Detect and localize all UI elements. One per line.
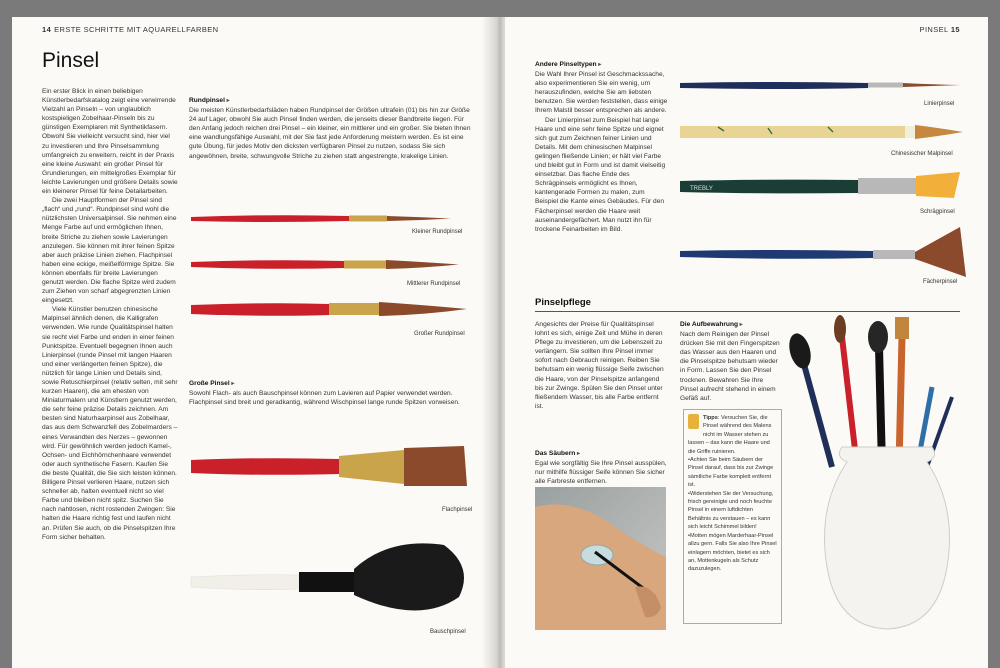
tips-label: Tipps [703,415,718,421]
grosse-pinsel-section [189,379,471,407]
lightbulb-icon [688,414,699,429]
liner-brush [680,82,961,89]
large-round-brush [191,302,467,316]
intro-paragraph: Viele Künstler benutzen chinesische Malpinsel ähnlich denen, die Kalligrafen verwenden. Wie runde Qualitätspinsel halten sie recht viel Farbe und enden in einer feinen Punktspitze. Eventuell begegnen Ihnen auch Linierpinsel (runde Pinsel mit langen Haaren und einer verlängerten feinen Spitze), die nützlich für lange Linien und Details sind, sowie Retuschierpinsel (relativ selten, mit sehr kurzen Haaren), die am ehesten von Miniaturmalern und Künstlern genutzt werden, die sehr feine präzise Details zeichnen. Am besten sind Naturhaarpinsel aus Zobelhaar, das aus dem Schwanzfell des Zobelmarders – eines Verwandten des Nerzes – gewonnen wird. Für gewöhnlich werden jedoch Kamel-, Ochsen- und Eichhörnchenhaare verwendet oder auch synthetische Fasern. Kaufen Sie die beste Qualität, die Sie sich leisten können. Billigere Pinsel verlieren Haare, nutzen sich schneller ab, halten eventuell nicht so viel Farbe und bleiben nicht spitz. Suchen Sie nach nahtlosen, nicht rostenden Zwingen: Sie halten die Haare richtig fest und laufen nicht an. Prüfen Sie auch, ob die Pinselspitzen Ihre Form sicher behalten. [42,306,178,541]
small-round-brush [191,215,451,222]
chinese-brush [680,125,963,139]
caption-chinese: Chinesischer Malpinsel [891,151,953,157]
left-page-header [42,25,219,34]
rundpinsel-text: Die meisten Künstlerbedarfsläden haben Rundpinsel der Größen ultrafein (01) bis hin zur Größe 24 auf Lager, obwohl Sie auch Pinsel finden werden, die jenseits dieser Bandbreite liegen. Für den Anfang jedoch reichen drei Pinsel – ein kleiner, ein mittlerer und ein großer. Sie bieten Ihnen eine wandlungsfähige Auswahl, mit der Sie fast jede Anforderung meistern werden. Es ist eine gute Übung, für jedes Motiv den dicksten verfügbaren Pinsel zu nutzen, sodass Sie sich angewöhnen, breite, schwungvolle Striche zu ziehen statt angestrengte, krakelige Linien. [189,107,471,160]
caption-fan: Fächerpinsel [923,279,958,285]
intro-column [42,87,178,542]
tips-list [688,456,777,574]
caption-mop: Bauschpinsel [430,629,466,635]
right-page-number: 15 [950,25,960,34]
saeubern-section [535,449,668,486]
aufbewahrung-heading: Die Aufbewahrung ▸ [680,320,780,330]
caption-small-round: Kleiner Rundpinsel [412,229,463,235]
medium-round-brush [191,260,459,269]
left-running-title: ERSTE SCHRITTE MIT AQUARELLFARBEN [54,25,219,34]
white-vase [825,447,950,629]
andere-pinseltypen-section [535,60,668,234]
caption-angled: Schrägpinsel [920,209,955,215]
round-brushes-illustration [189,207,474,337]
rundpinsel-section [189,96,471,161]
angled-brush [680,172,960,198]
tips-box [683,409,782,624]
aufbewahrung-section [680,320,780,403]
mop-brush-illustration [189,537,474,627]
pinselpflege-text: Angesichts der Preise für Qualitätspinsel lohnt es sich, einige Zeit und Mühe in deren Pflege zu investieren, um die Lebenszeit zu verlängern. Sie sollten Ihre Pinsel immer sofort nach Gebrauch reinigen. Reiben Sie behutsam ein wenig flüssige Seife zwischen die Haare, von der Pinselspitze anfangend bis zur Zwinge. Spülen Sie den Pinsel unter fließendem Wasser, bis alle Farbe entfernt ist. [535,321,664,410]
intro-paragraph: Ein erster Blick in einen beliebigen Künstlerbedarfskatalog zeigt eine verwirrende Vielzahl an Pinseln – von unglaublich kostspieligen Zobelhaar-Pinseln bis zu günstigen Exemplaren mit Synthetikfasern. Obwohl Sie vielleicht versucht sind, hier viel zu investieren und Ihre Pinselsammlung umfangreich zu erweitern, reicht in der Praxis eine kleine Auswahl: ein großer Pinsel für Grundierungen, ein mittelgroßes Exemplar für leichte Lavierungen und größere Details sowie ein kleinerer Pinsel für feine Detailarbeiten. [42,88,178,196]
caption-medium-round: Mittlerer Rundpinsel [407,281,461,287]
page-title: Pinsel [42,49,100,72]
saeubern-heading: Das Säubern ▸ [535,449,668,459]
intro-paragraph: Die zwei Hauptformen der Pinsel sind „flach“ und „rund“. Rundpinsel sind wohl die nützlichsten Universalpinsel. Sie nehmen eine Menge Farbe auf und ermöglichen Ihnen, breite Striche zu ziehen sowie Lavierungen anzulegen. Sie können mit ihrer feinen Spitze aber auch präzise Linien ziehen. Flachpinsel haben eine eckige, meißelförmige Spitze. Sie können ebenfalls für breite Lavierungen genutzt werden. Die flache Spitze wird zudem zum Ziehen von scharf abgegrenzten Linien eingesetzt. [42,197,177,305]
aufbewahrung-text: Nach dem Reinigen der Pinsel drücken Sie mit den Fingerspitzen das Wasser aus den Haaren und die Pinselspitze behutsam wieder in Form. Lassen Sie den Pinsel trocknen. Bewahren Sie Ihre Pinsel aufrecht stehend in einem Gefäß auf. [680,331,780,402]
caption-large-round: Großer Rundpinsel [414,331,465,337]
grosse-pinsel-text: Sowohl Flach- als auch Bauschpinsel können zum Lavieren auf Papier verwendet werden. Flachpinsel sind breit und geradkantig, während Wischpinsel lange runde Spitzen vorweisen. [189,390,460,407]
tip-item: • Motten mögen Marderhaar-Pinsel allzu gern. Falls Sie also Ihre Pinsel einlagern möchten, bietet es sich an, Mottenkugeln als Schutz dazuzulegen. [688,532,777,574]
saeubern-text: Egal wie sorgfältig Sie Ihre Pinsel ausspülen, nur mithilfe flüssiger Seife können Sie sicher alle Farbreste entfernen. [535,460,667,486]
right-page [505,17,988,668]
brushes-in-vase-photo [787,307,972,637]
left-page-number: 14 [42,25,52,34]
tips-intro: Versuchen Sie, die Pinsel während des Malens nicht im Wasser stehen zu lassen – das kann die Haare und die Griffe ruinieren. [688,415,772,455]
tip-item: • Achten Sie beim Säubern der Pinsel darauf, dass bis zur Zwinge sämtliche Farbe komplett entfernt ist. [688,456,777,490]
grosse-pinsel-heading: Große Pinsel ▸ [189,379,471,389]
andere-paragraph: Der Linierpinsel zum Beispiel hat lange Haare und eine sehr feine Spitze und eignet sich gut zum Zeichnen feiner Linien und Details. Mit dem chinesischen Malpinsel gelingen fließende Linien; er hält viel Farbe und bleibt gut in Form und ist damit vielseitig einsetzbar. Das flache Ende des Schrägpinsels ermöglicht es Ihnen, kantengerade Formen zu malen, zum Beispiel die Kante eines Gebäudes. Für den Fächerpinsel werden die Haare weit auseinandergefächert. Man nutzt ihn für trockene Feinarbeiten im Bild. [535,116,666,233]
hand-washing-photo [535,487,666,630]
flat-brush-illustration [189,442,474,502]
right-running-title: PINSEL [919,25,949,34]
rundpinsel-heading: Rundpinsel ▸ [189,96,471,106]
right-page-header [920,25,963,34]
caption-flat: Flachpinsel [442,507,473,513]
pinselpflege-heading: Pinselpflege [535,297,591,308]
tip-item: • Widerstehen Sie der Versuchung, frisch gereinigte und noch feuchte Pinsel in einem luftdichten Behältnis zu verstauen – es kann sich leicht Schimmel bilden! [688,490,777,532]
caption-liner: Linierpinsel [924,101,955,107]
brush-brand-label: TREBLY [690,186,713,192]
andere-paragraph: Die Wahl Ihrer Pinsel ist Geschmackssache, also experimentieren Sie ein wenig, um herauszufinden, welche Sie am liebsten benutzen. Sie werden feststellen, dass einige Ihrem Malstil besser entsprechen als andere. [535,71,668,115]
fan-brush [680,227,966,277]
tips-content: Tipps: Versuchen Sie, die Pinsel während des Malens nicht im Wasser stehen zu lassen – das kann die Haare und die Griffe ruinieren. • Achten Sie beim Säubern der Pinsel darauf, dass bis zur Zwinge sämtliche Farbe komplett entfernt ist. • Widerstehen Sie der Versuchung, frisch gereinigte und noch feuchte Pinsel in einem luftdichten Behältnis zu verstauen – es kann sich leicht Schimmel bilden! • Motten mögen Marderhaar-Pinsel allzu gern. Falls Sie also Ihre Pinsel einlagern möchten, bietet es sich an, Mottenkugeln als Schutz dazuzulegen. [684,410,781,574]
left-page [12,17,495,668]
brush-cluster [786,315,952,467]
andere-heading: Andere Pinseltypen ▸ [535,60,668,70]
